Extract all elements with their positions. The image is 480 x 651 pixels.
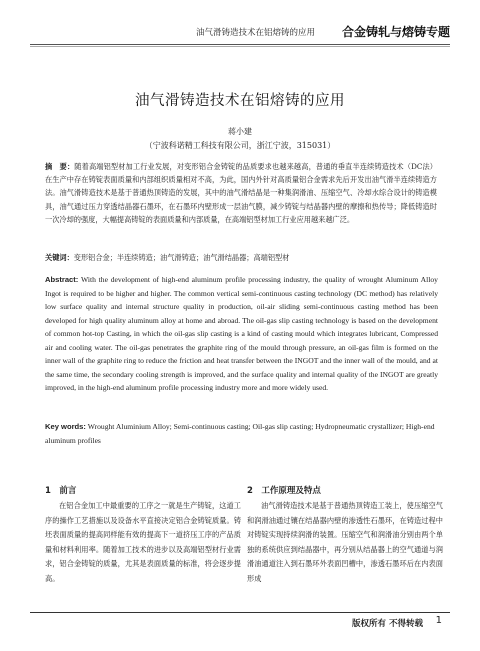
abstract-cn-label: 摘 要： bbox=[45, 162, 75, 171]
journal-title: 合金铸轧与熔铸专题 bbox=[341, 25, 450, 39]
keywords-en-label: Key words: bbox=[45, 422, 86, 431]
section-body-principle: 油气滑铸造技术是基于普通热顶铸造工装上，使压缩空气和润滑油通过镶在结晶器内壁的渗透性石墨环，在铸造过程中对铸锭实现持续润滑的装置。压缩空气和润滑油分别由两个单独的系统供应到结晶器中，再分别从结晶器上的空气通道与润滑油通道注入到石墨环外表面凹槽中，渗透石墨环后在内表面形成 bbox=[247, 501, 443, 583]
page-header bbox=[0, 0, 480, 48]
keywords-cn-label: 关键词： bbox=[45, 253, 74, 262]
abstract-en-label: Abstract: bbox=[45, 275, 79, 284]
abstract-en-text: With the development of high-end aluminum profile processing industry, the quality of wrought Aluminum Alloy Ingot is required to be higher and higher. The common vertical semi-continuous casting technology (DC method) has relatively low surface quality and internal structure quality in production, oil-air sliding semi-continuous casting method has been developed for high quality aluminum alloy at home and abroad. The oil-gas slip casting technology is based on the development of common hot-top Casting, in which the oil-gas slip casting is a kind of casting mould which integrates lubricant, Compressed air and cooling water. The oil-gas penetrates the graphite ring of the mould through pressure, an oil-gas film is formed on the inner wall of the graphite ring to reduce the friction and heat transfer between the INGOT and the inner wall of the mould, and at the same time, the secondary cooling strength is improved, and the surface quality and internal quality of the INGOT are greatly improved, in the high-end aluminum profile processing industry more and more widely used. bbox=[45, 275, 438, 392]
abstract-cn-text: 随着高端铝型材加工行业发展，对变形铝合金铸锭的品质要求也越来越高，普通的垂直半连续铸造技术（DC法）在生产中存在铸锭表面质量和内部组织质量相对不高，为此，国内外针对高质量铝合金需求先后开发出油气滑半连续铸造方法。油气滑铸造技术是基于普通热顶铸造的发展，其中的油气滑结晶是一种集润滑油、压缩空气、冷却水综合设计的铸造模具，油气通过压力穿透结晶器石墨环，在石墨环内壁形成一层油气膜，减少铸锭与结晶器内壁的摩擦和热传导；降低铸造时一次冷却的强度，大幅提高铸锭的表面质量和内部质量，在高端铝型材加工行业应用越来越广泛。 bbox=[45, 162, 437, 224]
author-name: 蒋小建 bbox=[228, 127, 252, 136]
section-heading-introduction: 1 前言 bbox=[45, 486, 77, 496]
article-title: 油气滑铸造技术在铝熔铸的应用 bbox=[135, 93, 345, 109]
abstract-chinese bbox=[45, 160, 437, 226]
header-rule-thin bbox=[30, 46, 450, 47]
footer-rule bbox=[30, 612, 450, 613]
section-body-introduction: 在铝合金加工中最重要的工序之一就是生产铸锭，这道工序的操作工艺措施以及设备水平直接决定铝合金铸锭质量。铸坯表面质量的提高同样能有效的提高下一道挤压工序的产品质量和材料利用率。随着加工技术的进步以及高端铝型材行业需求，铝合金铸锭的质量，尤其是表面质量的标准，将会逐步提高。 bbox=[45, 501, 241, 583]
section-heading-principle: 2 工作原理及特点 bbox=[247, 486, 321, 496]
abstract-english bbox=[45, 273, 438, 395]
author-affiliation: （宁波科诺精工科技有限公司，浙江宁波，315031） bbox=[144, 141, 336, 150]
keywords-chinese bbox=[45, 251, 437, 264]
keywords-cn-text: 变形铝合金；半连续铸造；油气滑铸造；油气滑结晶器；高端铝型材 bbox=[73, 253, 290, 262]
copyright-notice: 版权所有 不得转载 bbox=[352, 619, 423, 629]
running-title: 油气滑铸造技术在铝熔铸的应用 bbox=[196, 28, 316, 38]
keywords-english bbox=[45, 420, 438, 447]
keywords-en-text: Wrought Aluminium Alloy; Semi-continuous casting; Oil-gas slip casting; Hydropneumatic crystallizer; High-end aluminum profiles bbox=[45, 422, 435, 445]
header-rule bbox=[30, 44, 450, 45]
page-number: 1 bbox=[435, 615, 442, 626]
